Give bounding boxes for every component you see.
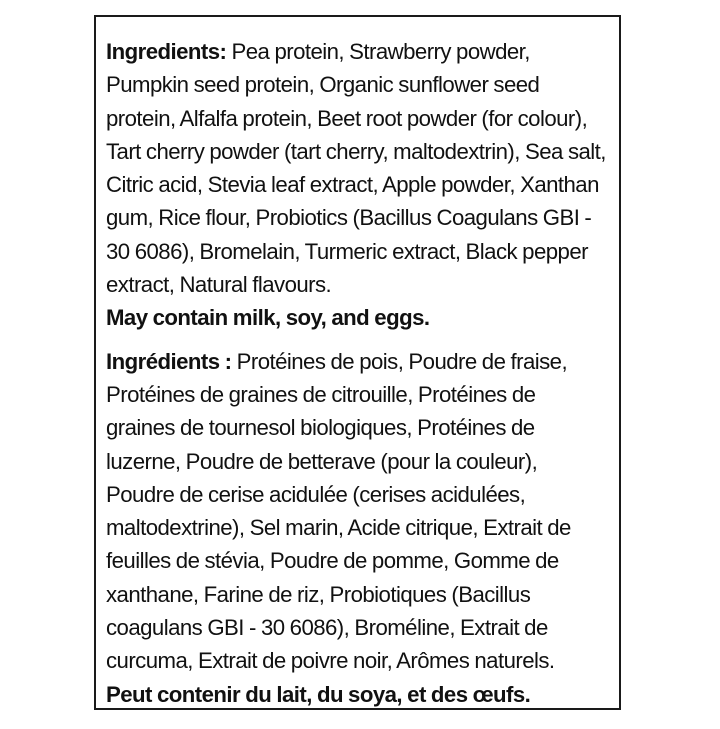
english-ingredients-list: Pea protein, Strawberry powder, Pumpkin seed protein, Organic sunflower seed protein, Alfalfa protein, Beet root powder (for colour), Tart cherry powder (tart cherry, maltodextrin), Sea salt, Citric acid, Stevia leaf extract, Apple powder, Xanthan gum, Rice flour, Probiotics (Bacillus Coagulans GBI - 30 6086), Bromelain, Turmeric extract, Black pepper extract, Natural flavours. [106, 39, 606, 298]
french-ingredients-heading: Ingrédients : [106, 348, 237, 374]
french-allergen-warning: Peut contenir du lait, du soya, et des œufs. [106, 681, 531, 707]
english-ingredients-heading: Ingredients: [106, 39, 232, 64]
french-ingredients-list: Protéines de pois, Poudre de fraise, Protéines de graines de citrouille, Protéines de graines de tournesol biologiques, Protéines de luzerne, Poudre de betterave (pour la couleur), Poudre de cerise acidulée (cerises acidulées, maltodextrine), Sel marin, Acide citrique, Extrait de feuilles de stévia, Poudre de pomme, Gomme de xanthane, Farine de riz, Probiotiques (Bacillus coagulans GBI - 30 6086), Broméline, Extrait de curcuma, Extrait de poivre noir, Arômes naturels. [106, 348, 571, 674]
english-ingredients-block [106, 35, 609, 335]
english-allergen-warning: May contain milk, soy, and eggs. [106, 305, 430, 331]
ingredients-label-panel [94, 15, 621, 710]
french-ingredients-block [106, 345, 609, 711]
